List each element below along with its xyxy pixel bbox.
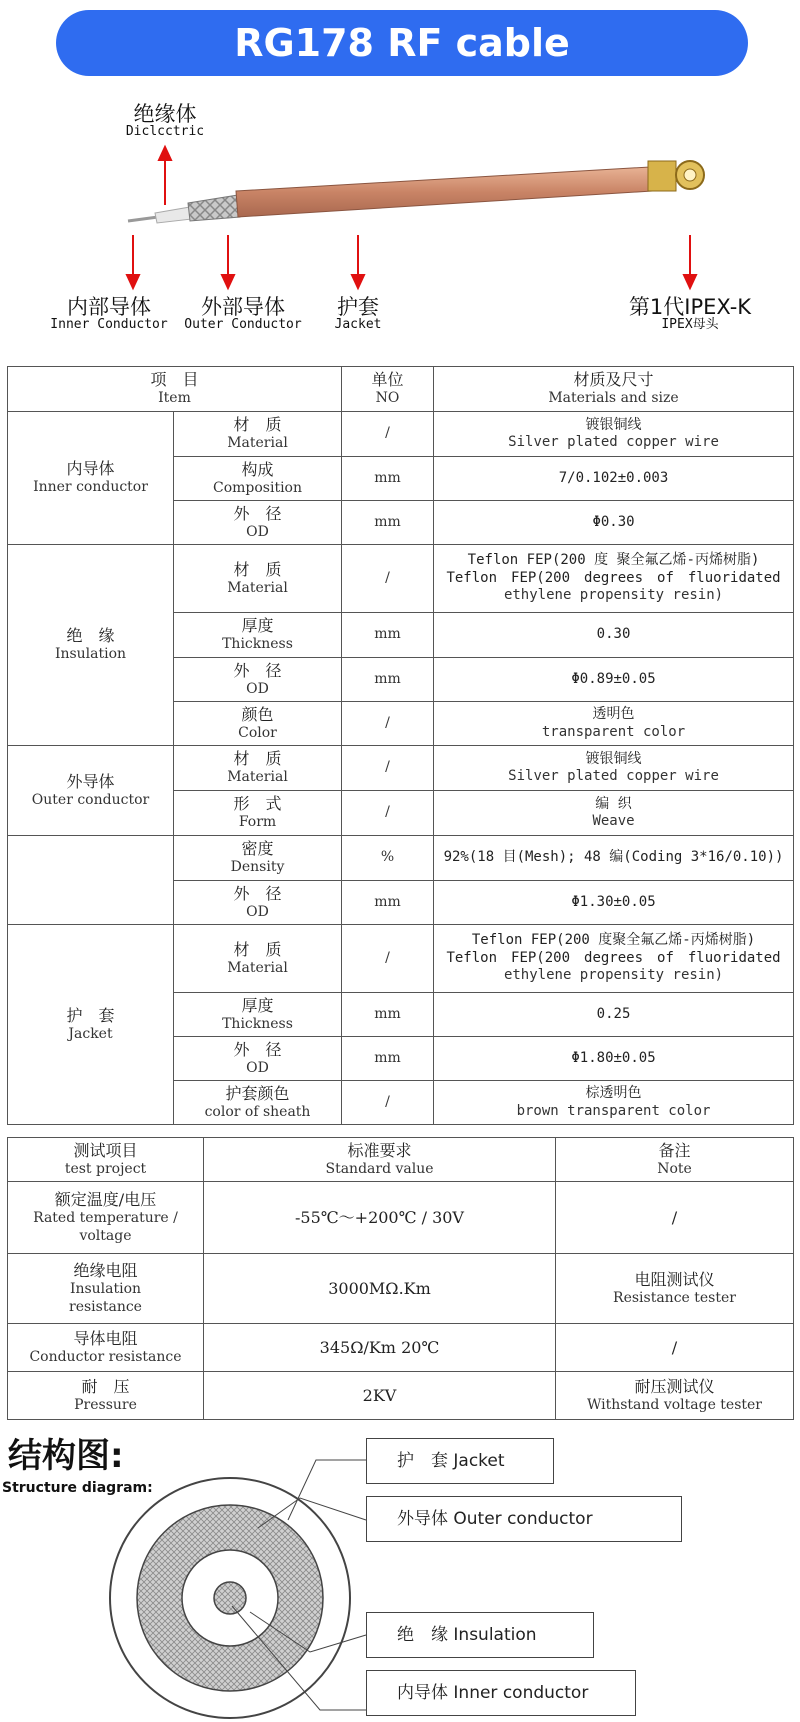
table-row: 颜色 Color / 透明色 transparent color [8, 702, 794, 746]
structure-title: 结构图: [8, 1436, 124, 1476]
table-row: 外 径 OD mm Φ1.80±0.05 [8, 1037, 794, 1081]
spec-table [7, 366, 794, 1125]
table-row: 内导体 Inner conductor 材 质 Material / 镀银铜线 Silver plated copper wire [8, 412, 794, 457]
table-row: 额定温度/电压 Rated temperature / voltage -55℃～+200℃ / 30V / [8, 1182, 794, 1254]
test-table [7, 1137, 794, 1420]
jacket-caption: 护套 Jacket [334, 295, 382, 333]
table-row: 绝缘电阻 Insulation resistance 3000MΩ.Km 电阻测试仪 Resistance tester [8, 1254, 794, 1324]
outer-conductor-caption: 外部导体 Outer Conductor [184, 295, 302, 333]
jacket-label-box: 护 套 Jacket [366, 1438, 554, 1484]
jacket-segment [236, 167, 652, 217]
table-row: 护 套 Jacket 材 质 Material / Teflon FEP(200 度聚全氟乙烯-丙烯树脂) Teflon FEP(200 degrees of fluoridated ethylene propensity resin) [8, 925, 794, 993]
table-row: 形 式 Form / 编 织 Weave [8, 791, 794, 836]
dielectric-caption: 绝缘体 Diclcctric [125, 102, 205, 140]
dielectric-segment [155, 207, 192, 223]
table-row: 外导体 Outer conductor 材 质 Material / 镀银铜线 Silver plated copper wire [8, 746, 794, 791]
table-row: 厚度 Thickness mm 0.25 [8, 993, 794, 1037]
table-row: 绝 缘 Insulation 材 质 Material / Teflon FEP(200 度 聚全氟乙烯-丙烯树脂) Teflon FEP(200 degrees of fluoridated ethylene propensity resin) [8, 545, 794, 613]
title-banner: RG178 RF cable [56, 10, 748, 76]
table-row: 外 径 OD mm Φ0.89±0.05 [8, 658, 794, 702]
ipex-caption: 第1代IPEX-K IPEX母头 [628, 295, 752, 333]
outer-conductor-label-box: 外导体 Outer conductor [366, 1496, 682, 1542]
insulation-label-box: 绝 缘 Insulation [366, 1612, 594, 1658]
braid-segment [188, 195, 240, 221]
table-row: 构成 Composition mm 7/0.102±0.003 [8, 457, 794, 501]
table-row: 耐 压 Pressure 2KV 耐压测试仪 Withstand voltage tester [8, 1372, 794, 1420]
table-row: 密度 Density % 92%(18 目(Mesh); 48 编(Coding 3*16/0.10)) [8, 836, 794, 881]
table-row: 厚度 Thickness mm 0.30 [8, 613, 794, 658]
table-row: 导体电阻 Conductor resistance 345Ω/Km 20℃ / [8, 1324, 794, 1372]
table-row: 外 径 OD mm Φ1.30±0.05 [8, 881, 794, 925]
ipex-connector [648, 161, 676, 191]
inner-conductor-caption: 内部导体 Inner Conductor [50, 295, 168, 333]
structure-subtitle: Structure diagram: [2, 1480, 153, 1496]
table-row: 外 径 OD mm Φ0.30 [8, 501, 794, 545]
inner-conductor-label-box: 内导体 Inner conductor [366, 1670, 636, 1716]
test-header-row: 测试项目 test project 标准要求 Standard value 备注 Note [8, 1138, 794, 1182]
table-row: 护套颜色 color of sheath / 棕透明色 brown transparent color [8, 1081, 794, 1125]
spec-header-row: 项 目 Item 单位 NO 材质及尺寸 Materials and size [8, 367, 794, 412]
inner-conductor-core [214, 1582, 246, 1614]
